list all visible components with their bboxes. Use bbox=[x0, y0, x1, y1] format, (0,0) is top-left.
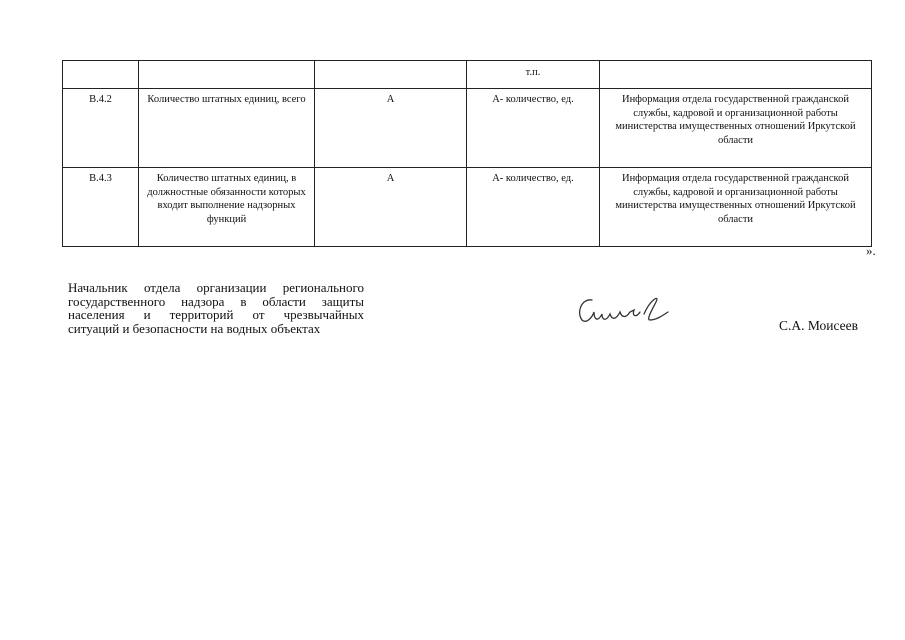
position-line: населения и территорий от чрезвычайных bbox=[68, 307, 364, 322]
indicator-name: Количество штатных единиц, в должностные обязанности которых входит выполнение надзорных функций bbox=[139, 168, 315, 247]
handwritten-signature bbox=[574, 290, 674, 330]
indicator-name: Количество штатных единиц, всего bbox=[139, 89, 315, 168]
table-row bbox=[63, 168, 872, 247]
indicator-source: Информация отдела государственной гражданской службы, кадровой и организационной работы министерства имущественных отношений Иркутской области bbox=[600, 89, 872, 168]
table-cell bbox=[63, 61, 139, 89]
position-line: государственного надзора в области защиты bbox=[68, 293, 364, 309]
table-cell bbox=[139, 61, 315, 89]
table-cell bbox=[600, 61, 872, 89]
indicator-type: А bbox=[315, 89, 467, 168]
position-line: Начальник отдела организации регионального bbox=[68, 280, 364, 295]
indicator-source: Информация отдела государственной гражданской службы, кадровой и организационной работы министерства имущественных отношений Иркутской области bbox=[600, 168, 872, 247]
position-line: ситуаций и безопасности на водных объектах bbox=[68, 320, 321, 336]
indicator-type: А bbox=[315, 168, 467, 247]
table-continuation-row bbox=[63, 61, 872, 89]
indicators-table bbox=[62, 60, 872, 247]
table-row bbox=[63, 89, 872, 168]
signer-position bbox=[68, 281, 364, 335]
closing-quote-mark: ». bbox=[866, 243, 876, 258]
indicator-code: В.4.3 bbox=[63, 168, 139, 247]
indicator-code: В.4.2 bbox=[63, 89, 139, 168]
signer-name: С.А. Моисеев bbox=[779, 318, 859, 333]
indicator-unit: А- количество, ед. bbox=[467, 168, 600, 247]
table-cell bbox=[315, 61, 467, 89]
table-cell: т.п. bbox=[467, 61, 600, 89]
indicator-unit: А- количество, ед. bbox=[467, 89, 600, 168]
